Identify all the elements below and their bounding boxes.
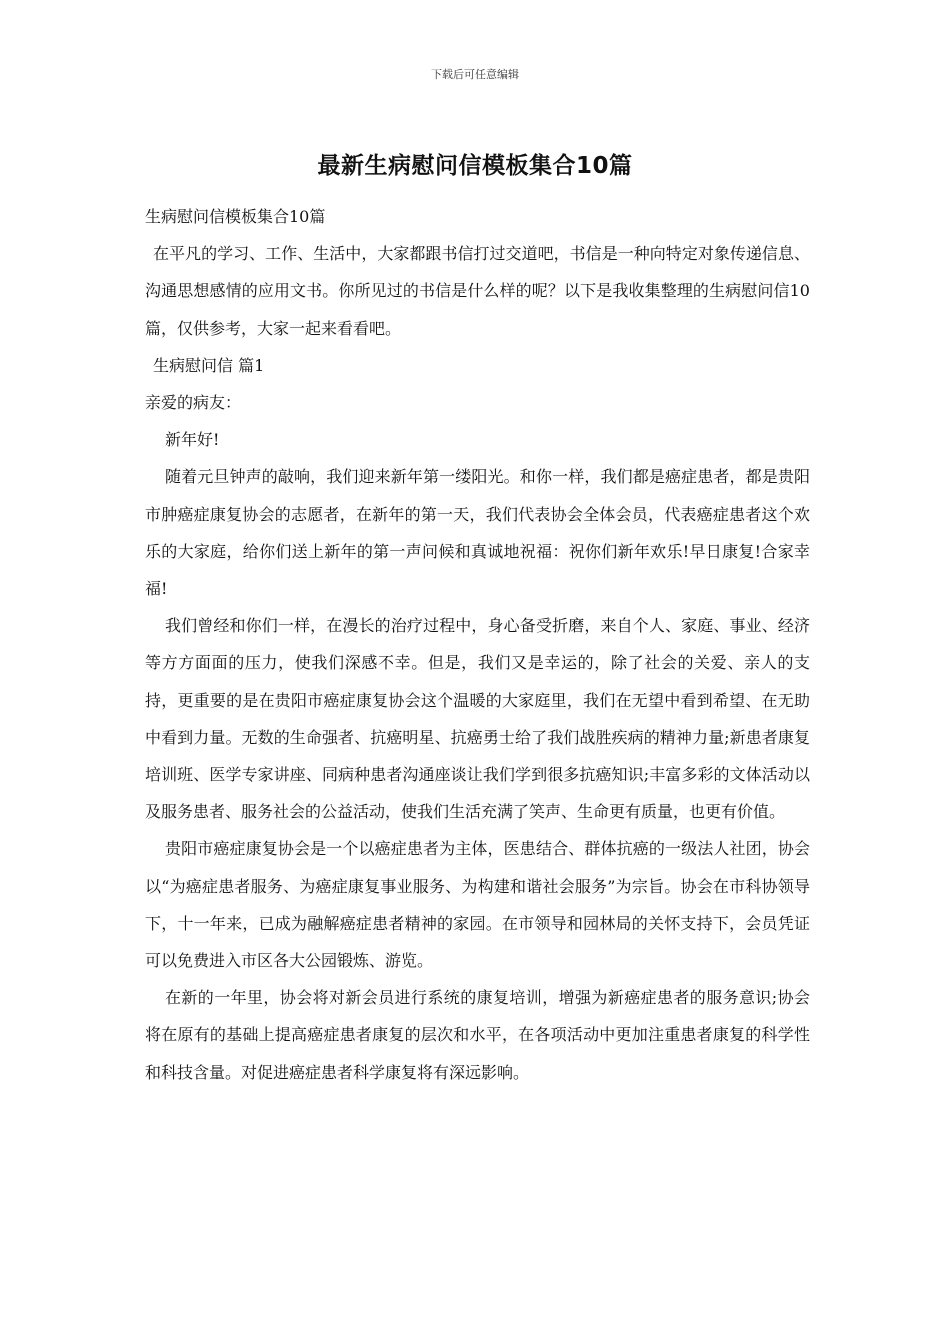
body-paragraph: 随着元旦钟声的敲响，我们迎来新年第一缕阳光。和你一样，我们都是癌症患者，都是贵阳市肿癌症康复协会的志愿者，在新年的第一天，我们代表协会全体会员，代表癌症患者这个欢乐的大家庭，给你们送上新年的第一声问候和真诚地祝福：祝你们新年欢乐!早日康复!合家幸福! [145, 467, 810, 599]
body-paragraph: 贵阳市癌症康复协会是一个以癌症患者为主体，医患结合、群体抗癌的一级法人社团，协会以“为癌症患者服务、为癌症康复事业服务、为构建和谐社会服务”为宗旨。协会在市科协领导下，十一年来，已成为融解癌症患者精神的家园。在市领导和园林局的关怀支持下，会员凭证可以免费进入市区各大公园锻炼、游览。 [145, 839, 810, 971]
document-title: 最新生病慰问信模板集合10篇 [317, 153, 633, 179]
body-paragraph: 在新的一年里，协会将对新会员进行系统的康复培训，增强为新癌症患者的服务意识;协会将在原有的基础上提高癌症患者康复的层次和水平，在各项活动中更加注重患者康复的科学性和科技含量。对促进癌症患者科学康复将有深远影响。 [145, 988, 810, 1082]
body-paragraph: 我们曾经和你们一样，在漫长的治疗过程中，身心备受折磨，来自个人、家庭、事业、经济等方方面面的压力，使我们深感不幸。但是，我们又是幸运的，除了社会的关爱、亲人的支持，更重要的是在贵阳市癌症康复协会这个温暖的大家庭里，我们在无望中看到希望、在无助中看到力量。无数的生命强者、抗癌明星、抗癌勇士给了我们战胜疾病的精神力量;新患者康复培训班、医学专家讲座、同病种患者沟通座谈让我们学到很多抗癌知识;丰富多彩的文体活动以及服务患者、服务社会的公益活动，使我们生活充满了笑声、生命更有质量，也更有价值。 [145, 616, 810, 822]
document-body [145, 198, 810, 1091]
intro-paragraph: 在平凡的学习、工作、生活中，大家都跟书信打过交道吧，书信是一种向特定对象传递信息、沟通思想感情的应用文书。你所见过的书信是什么样的呢？以下是我收集整理的生病慰问信10篇，仅供参考，大家一起来看看吧。 [145, 244, 810, 338]
page-header-note: 下载后可任意编辑 [431, 68, 519, 81]
salutation: 亲爱的病友： [145, 393, 242, 413]
section-heading: 生病慰问信 篇1 [153, 355, 265, 375]
greeting: 新年好! [165, 430, 220, 450]
subtitle-paragraph: 生病慰问信模板集合10篇 [145, 207, 326, 226]
